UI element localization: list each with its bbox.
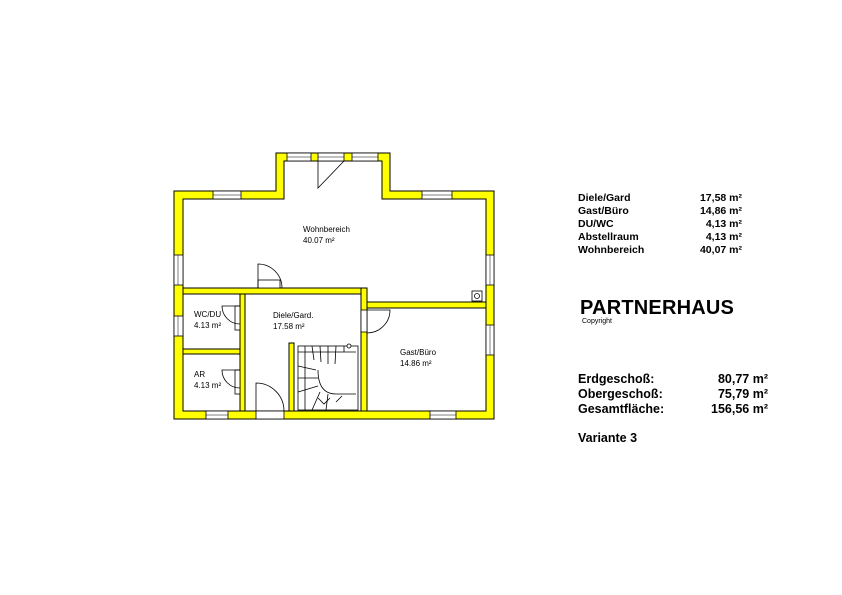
chimney-symbol [472, 291, 482, 301]
area-row-label: Wohnbereich [578, 244, 645, 256]
room-area-ar: 4.13 m² [194, 381, 222, 390]
house-title: PARTNERHAUS [580, 297, 735, 319]
room-area-list [578, 192, 742, 257]
area-row [578, 205, 742, 218]
room-name-gast: Gast/Büro [400, 348, 437, 357]
room-name-ar: AR [194, 370, 206, 379]
entrance-opening [256, 411, 284, 419]
interior-walls [183, 288, 486, 411]
total-row-label: Gesamtfläche: [578, 402, 665, 416]
room-area-gast: 14.86 m² [400, 359, 432, 368]
area-row-value: 4,13 m² [705, 231, 742, 243]
room-area-wc-du: 4.13 m² [194, 321, 222, 330]
staircase [298, 344, 358, 410]
room-name-wohnbereich: Wohnbereich [303, 225, 350, 234]
room-name-diele: Diele/Gard. [273, 311, 314, 320]
total-row-value: 75,79 m² [717, 387, 768, 401]
room-name-wc-du: WC/DU [194, 310, 222, 319]
area-row-label: Diele/Gard [578, 192, 631, 204]
area-row [578, 192, 742, 205]
total-row-label: Erdgeschoß: [578, 372, 655, 386]
total-row-value: 80,77 m² [717, 372, 768, 386]
area-row-value: 17,58 m² [699, 192, 742, 204]
area-row-label: Abstellraum [578, 231, 639, 243]
copyright-note: Copyright [582, 318, 612, 325]
area-row [578, 218, 742, 231]
area-row-value: 14,86 m² [699, 205, 742, 217]
total-row-label: Obergeschoß: [578, 387, 663, 401]
room-area-wohnbereich: 40.07 m² [303, 236, 335, 245]
area-row-value: 4,13 m² [705, 218, 742, 230]
variant-label: Variante 3 [578, 431, 638, 445]
total-row-value: 156,56 m² [711, 402, 768, 416]
area-row [578, 231, 742, 244]
total-row [578, 387, 768, 402]
area-row-label: DU/WC [578, 218, 614, 230]
area-row-label: Gast/Büro [578, 205, 629, 217]
floor-totals [578, 372, 768, 417]
total-row [578, 372, 768, 387]
area-row [578, 244, 742, 257]
total-row [578, 402, 768, 417]
area-row-value: 40,07 m² [699, 244, 742, 256]
room-area-diele: 17.58 m² [273, 322, 305, 331]
windows [174, 153, 494, 419]
